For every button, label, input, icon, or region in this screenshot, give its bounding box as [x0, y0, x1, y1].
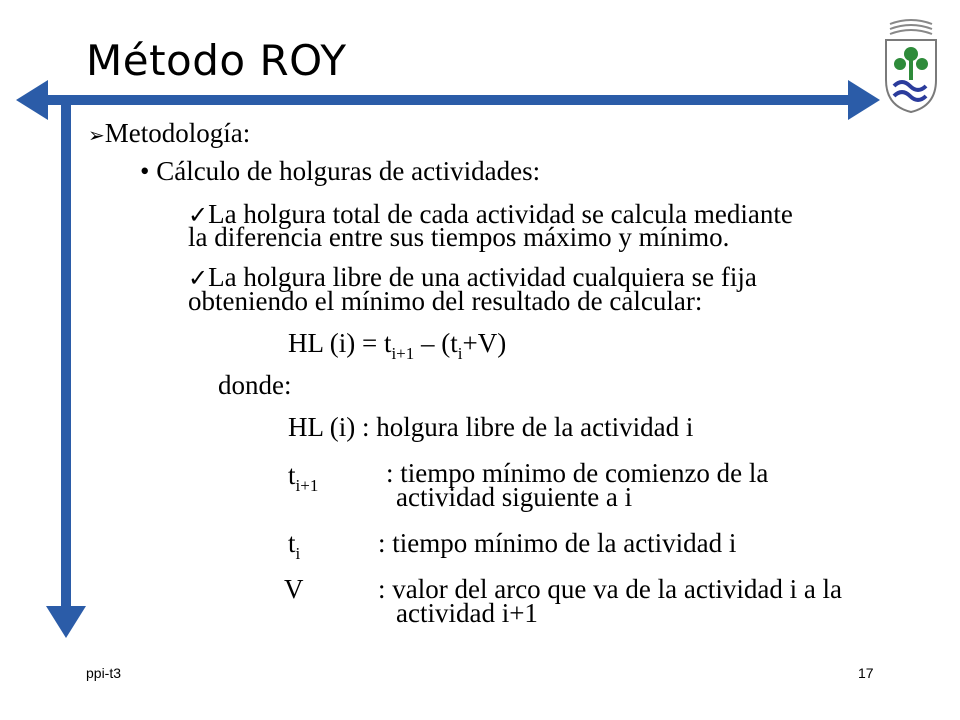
def-term-sub: i+1: [295, 476, 319, 495]
def-ti1-desc2: actividad siguiente a i: [396, 482, 633, 512]
donde-label: donde:: [218, 370, 292, 400]
formula: [288, 330, 506, 367]
formula-minus: – (t: [414, 328, 458, 358]
def-ti1-desc1: : tiempo mínimo de comienzo de la: [386, 458, 769, 488]
def-hl: [288, 414, 693, 440]
def-term: t: [288, 528, 296, 558]
arrow-bullet-icon: ➢: [88, 123, 105, 147]
def-term: HL (i): [288, 412, 356, 442]
def-ti-term: [288, 530, 300, 567]
def-term-sub: i: [295, 544, 301, 563]
formula-lhs: HL (i) = t: [288, 328, 392, 358]
formula-sub1: i+1: [391, 344, 415, 363]
university-logo: [880, 18, 942, 113]
formula-rest: +V): [462, 328, 507, 358]
page-title: Método ROY: [86, 36, 347, 85]
def-v-desc1: : valor del arco que va de la actividad i a la: [378, 574, 843, 604]
def-ti-desc: : tiempo mínimo de la actividad i: [378, 528, 737, 558]
dot-bullet-icon: •: [140, 156, 150, 186]
bullet-text: Cálculo de holguras de actividades:: [156, 156, 541, 186]
checkmark-icon: ✓: [188, 201, 209, 229]
def-v-desc2: actividad i+1: [396, 598, 538, 628]
bullet-text: Metodología:: [104, 118, 251, 148]
check-item-libre-line2: obteniendo el mínimo del resultado de calcular:: [188, 286, 703, 316]
footer-label: ppi-t3: [86, 665, 122, 681]
page-number: 17: [858, 665, 874, 681]
def-v-term: V: [284, 574, 304, 604]
right-arrowhead: [848, 80, 880, 120]
check-item-total-line2: la diferencia entre sus tiempos máximo y mínimo.: [188, 222, 730, 252]
def-term: t: [288, 460, 296, 490]
def-ti1-term: [288, 462, 318, 499]
left-arrowhead: [16, 80, 48, 120]
formula-sub2: i: [457, 344, 463, 363]
down-arrowhead: [46, 606, 86, 638]
checkmark-icon: ✓: [188, 264, 209, 292]
def-desc: : holgura libre de la actividad i: [361, 412, 694, 442]
bullet-calculo: [140, 158, 540, 184]
check-text: La holgura total de cada actividad se calcula mediante: [208, 199, 793, 229]
bullet-metodologia: [88, 120, 250, 148]
check-text: La holgura libre de una actividad cualquiera se fija: [208, 262, 757, 292]
